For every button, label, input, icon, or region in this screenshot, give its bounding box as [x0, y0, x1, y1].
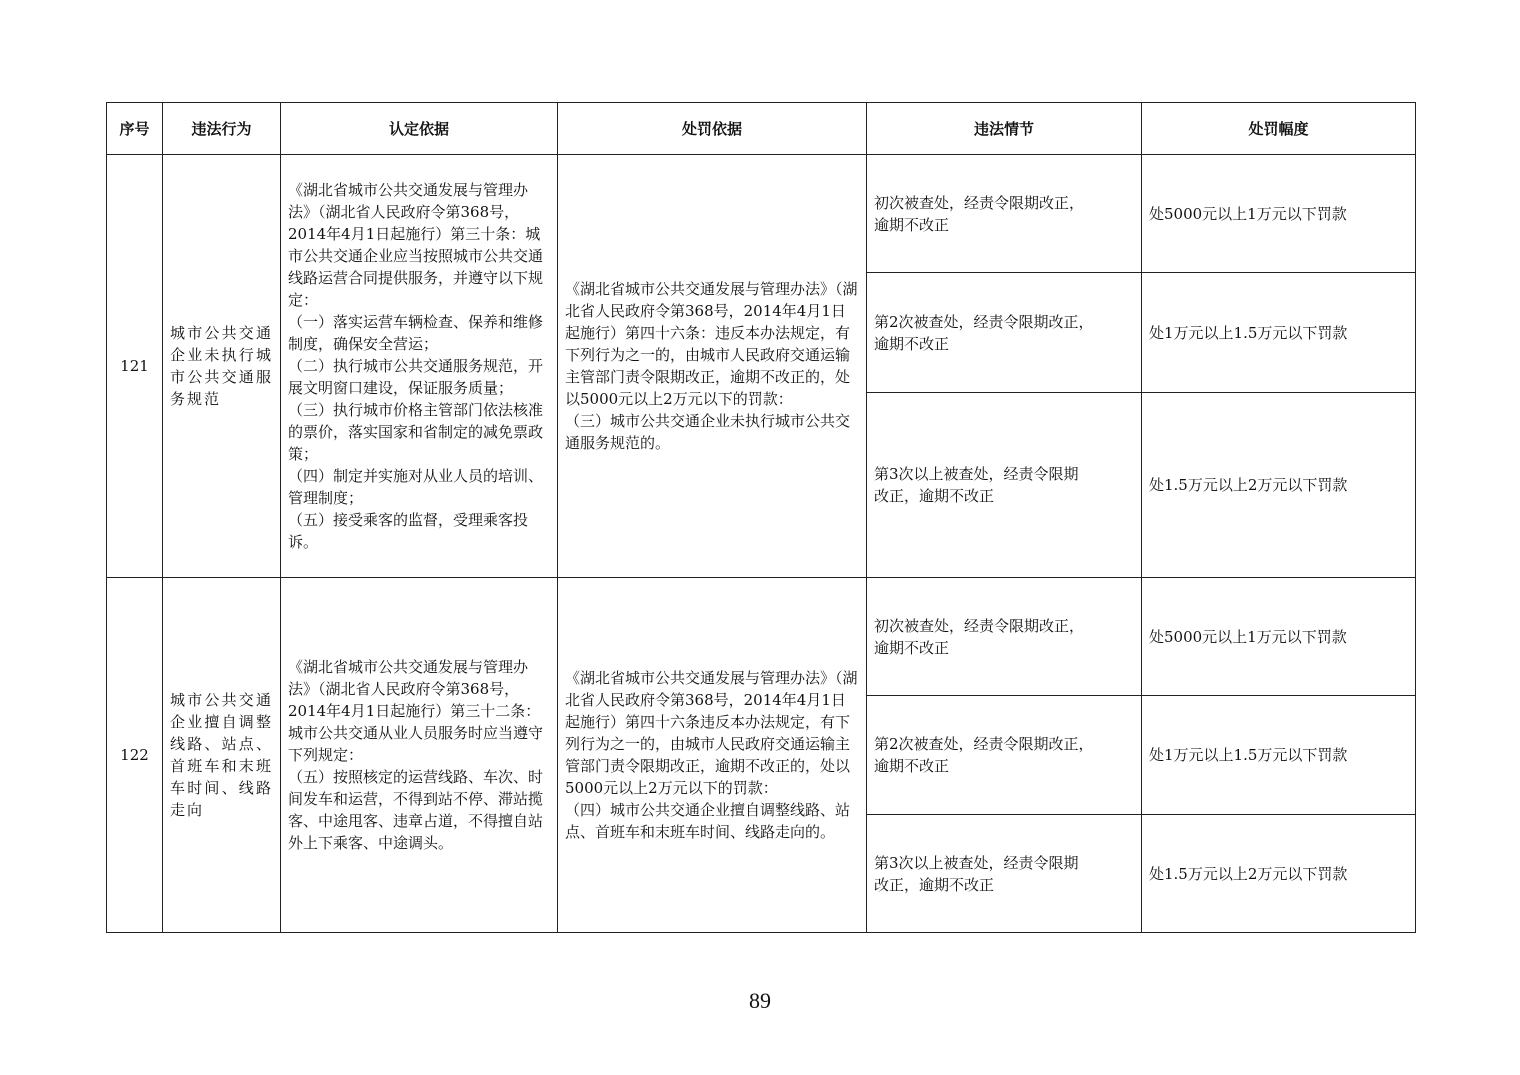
- row-penalty-basis: 《湖北省城市公共交通发展与管理办法》（湖北省人民政府令第368号，2014年4月1日起施行）第四十六条违反本办法规定，有下列行为之一的，由城市人民政府交通运输主管部门责令限期改正，逾期不改正的，处以5000元以上2万元以下的罚款： （四）城市公共交通企业擅自调整线路、站点、首班车和末班车时间、线路走向的。: [558, 578, 867, 933]
- row-determination-basis: 《湖北省城市公共交通发展与管理办法》（湖北省人民政府令第368号，2014年4月1日起施行）第三十条：城市公共交通企业应当按照城市公共交通线路运营合同提供服务，并遵守以下规定： （一）落实运营车辆检查、保养和维修制度，确保安全营运； （二）执行城市公共交通服务规范，开展文明窗口建设，保证服务质量； （三）执行城市价格主管部门依法核准的票价，落实国家和省制定的减免票政策； （四）制定并实施对从业人员的培训、管理制度； （五）接受乘客的监督，受理乘客投诉。: [281, 155, 558, 578]
- row-circumstance: 初次被查处，经责令限期改正， 逾期不改正: [867, 578, 1142, 696]
- penalty-table: [106, 102, 1416, 933]
- row-circumstance: 第2次被查处，经责令限期改正， 逾期不改正: [867, 696, 1142, 815]
- row-penalty-basis: 《湖北省城市公共交通发展与管理办法》（湖北省人民政府令第368号，2014年4月1日起施行）第四十六条：违反本办法规定，有下列行为之一的，由城市人民政府交通运输主管部门责令限期改正，逾期不改正的，处以5000元以上2万元以下的罚款： （三）城市公共交通企业未执行城市公共交通服务规范的。: [558, 155, 867, 578]
- page-number: 89: [749, 988, 771, 1013]
- header-determination-basis: 认定依据: [281, 103, 558, 155]
- row-circumstance: 初次被查处，经责令限期改正， 逾期不改正: [867, 155, 1142, 273]
- row-determination-basis: 《湖北省城市公共交通发展与管理办法》（湖北省人民政府令第368号，2014年4月1日起施行）第三十二条：城市公共交通从业人员服务时应当遵守下列规定： （五）按照核定的运营线路、车次、时间发车和运营，不得到站不停、滞站揽客、中途甩客、违章占道，不得擅自站外上下乘客、中途调头。: [281, 578, 558, 933]
- row-seq: 121: [107, 155, 163, 578]
- row-circumstance: 第2次被查处，经责令限期改正， 逾期不改正: [867, 273, 1142, 393]
- header-circumstance: 违法情节: [867, 103, 1142, 155]
- row-penalty-amount: 处5000元以上1万元以下罚款: [1142, 155, 1416, 273]
- row-behavior: 城市公共交通企业擅自调整线路、站点、首班车和末班车时间、线路走向: [163, 578, 281, 933]
- header-behavior: 违法行为: [163, 103, 281, 155]
- header-penalty-amount: 处罚幅度: [1142, 103, 1416, 155]
- header-penalty-basis: 处罚依据: [558, 103, 867, 155]
- table-row: [107, 578, 1416, 696]
- row-penalty-amount: 处1.5万元以上2万元以下罚款: [1142, 393, 1416, 578]
- row-circumstance: 第3次以上被查处，经责令限期 改正，逾期不改正: [867, 815, 1142, 933]
- row-penalty-amount: 处1万元以上1.5万元以下罚款: [1142, 696, 1416, 815]
- table-row: [107, 155, 1416, 273]
- row-circumstance: 第3次以上被查处，经责令限期 改正，逾期不改正: [867, 393, 1142, 578]
- row-seq: 122: [107, 578, 163, 933]
- row-penalty-amount: 处1万元以上1.5万元以下罚款: [1142, 273, 1416, 393]
- table-header-row: [107, 103, 1416, 155]
- header-seq: 序号: [107, 103, 163, 155]
- row-behavior: 城市公共交通企业未执行城市公共交通服务规范: [163, 155, 281, 578]
- row-penalty-amount: 处1.5万元以上2万元以下罚款: [1142, 815, 1416, 933]
- row-penalty-amount: 处5000元以上1万元以下罚款: [1142, 578, 1416, 696]
